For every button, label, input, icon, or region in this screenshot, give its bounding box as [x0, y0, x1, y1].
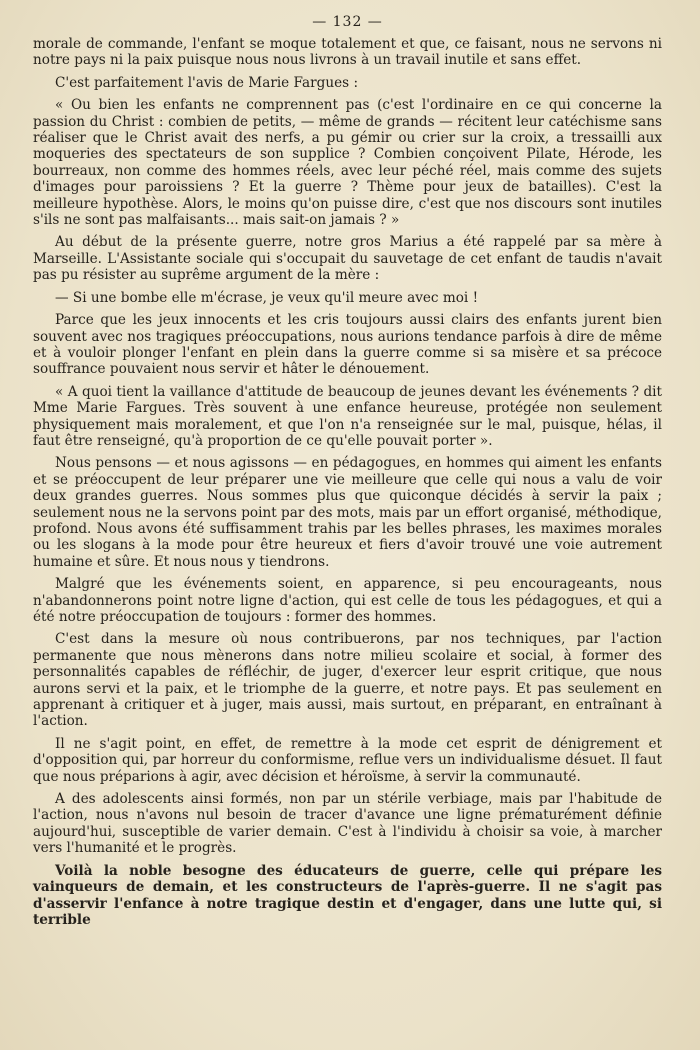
paragraph-1: morale de commande, l'enfant se moque totalement et que, ce faisant, nous ne servons ni notre pays ni la paix puisque nous nous livrons à un travail inutile et sans effet. — [33, 36, 662, 69]
paragraph-11: Il ne s'agit point, en effet, de remettre à la mode cet esprit de dénigrement et d'opposition qui, par horreur du conformisme, reflue vers un individualisme désuet. Il faut que nous préparions à agir, avec décision et héroïsme, à servir la communauté. — [33, 735, 662, 785]
paragraph-13: Voilà la noble besogne des éducateurs de guerre, celle qui prépare les vainqueurs de demain, et les constructeurs de l'après-guerre. Il ne s'agit pas d'asservir l'enfance à notre tragique destin et d'engager, dans une lutte qui, si terrible — [33, 862, 662, 928]
paragraph-12: A des adolescents ainsi formés, non par un stérile verbiage, mais par l'habitude de l'action, nous n'avons nul besoin de tracer d'avance une ligne prématurément définie aujourd'hui, susceptible de varier demain. C'est à l'individu à choisir sa voie, à marcher vers l'humanité et le progrès. — [33, 791, 662, 857]
page-number: — 132 — — [312, 14, 383, 30]
paragraph-9: Malgré que les événements soient, en apparence, si peu encourageants, nous n'abandonnerons point notre ligne d'action, qui est celle de tous les pédagogues, et qui a été notre préoccupation de toujours : former des hommes. — [33, 576, 662, 625]
paragraph-8: Nous pensons — et nous agissons — en pédagogues, en hommes qui aiment les enfants et se préoccupent de leur préparer une vie meilleure que celle qui nous a valu de voir deux grandes guerres. Nous sommes plus que quiconque décidés à servir la paix ; seulement nous ne la servons point par des mots, mais par un effort organisé, méthodique, profond. Nous avons été suffisamment trahis par les belles phrases, les maximes morales ou les slogans à la mode pour être heureux et fiers d'avoir trouvé une voie autrement humaine et sûre. Et nous nous y tiendrons. — [33, 455, 662, 570]
paragraph-6: Parce que les jeux innocents et les cris toujours aussi clairs des enfants jurent bien souvent avec nos tragiques préoccupations, nous aurions tendance parfois à dire de même et à vouloir plonger l'enfant en plein dans la guerre comme si sa misère et sa précoce souffrance pouvaient nous servir et hâter le dénouement. — [33, 312, 662, 378]
quote-paragraph-1: « Ou bien les enfants ne comprennent pas (c'est l'ordinaire en ce qui concerne la passion du Christ : combien de petits, — même de grands — récitent leur catéchisme sans réaliser que le Christ avait des nerfs, a pu gémir ou crier sur la croix, a tressailli aux moqueries des spectateurs de son supplice ? Combien conçoivent Pilate, Hérode, les bourreaux, non comme des hommes réels, avec leur péché réel, mais comme des sujets d'images pour paroissiens ? Et la guerre ? Thème pour jeux de batailles). C'est la meilleure hypothèse. Alors, le moins qu'on puisse dire, c'est que nos discours sont inutiles s'ils ne sont pas malfaisants... mais sait-on jamais ? » — [33, 97, 662, 229]
paragraph-4: Au début de la présente guerre, notre gros Marius a été rappelé par sa mère à Marseille. L'Assistante sociale qui s'occupait du sauvetage de cet enfant de taudis n'avait pas pu résister au suprême argument de la mère : — [33, 234, 662, 284]
dialogue-line: — Si une bombe elle m'écrase, je veux qu'il meure avec moi ! — [55, 289, 479, 306]
paragraph-10: C'est dans la mesure où nous contribuerons, par nos techniques, par l'action permanente que nous mènerons dans notre milieu scolaire et social, à former des personnalités capables de réfléchir, de juger, d'exercer leur esprit critique, que nous aurons servi et la paix, et le triomphe de la guerre, et notre pays. Et pas seulement en apprenant à critiquer et à juger, mais aussi, mais surtout, en préparant, en entraînant à l'action. — [33, 631, 662, 730]
quote-paragraph-2: « A quoi tient la vaillance d'attitude de beaucoup de jeunes devant les événements ? dit Mme Marie Fargues. Très souvent à une enfance heureuse, protégée non seulement physiquement mais moralement, et que l'on n'a renseignée sur le mal, puisque, hélas, il faut être renseigné, qu'à proportion de ce qu'elle pouvait porter ». — [33, 383, 662, 449]
paragraph-2: C'est parfaitement l'avis de Marie Fargues : — [55, 74, 359, 91]
